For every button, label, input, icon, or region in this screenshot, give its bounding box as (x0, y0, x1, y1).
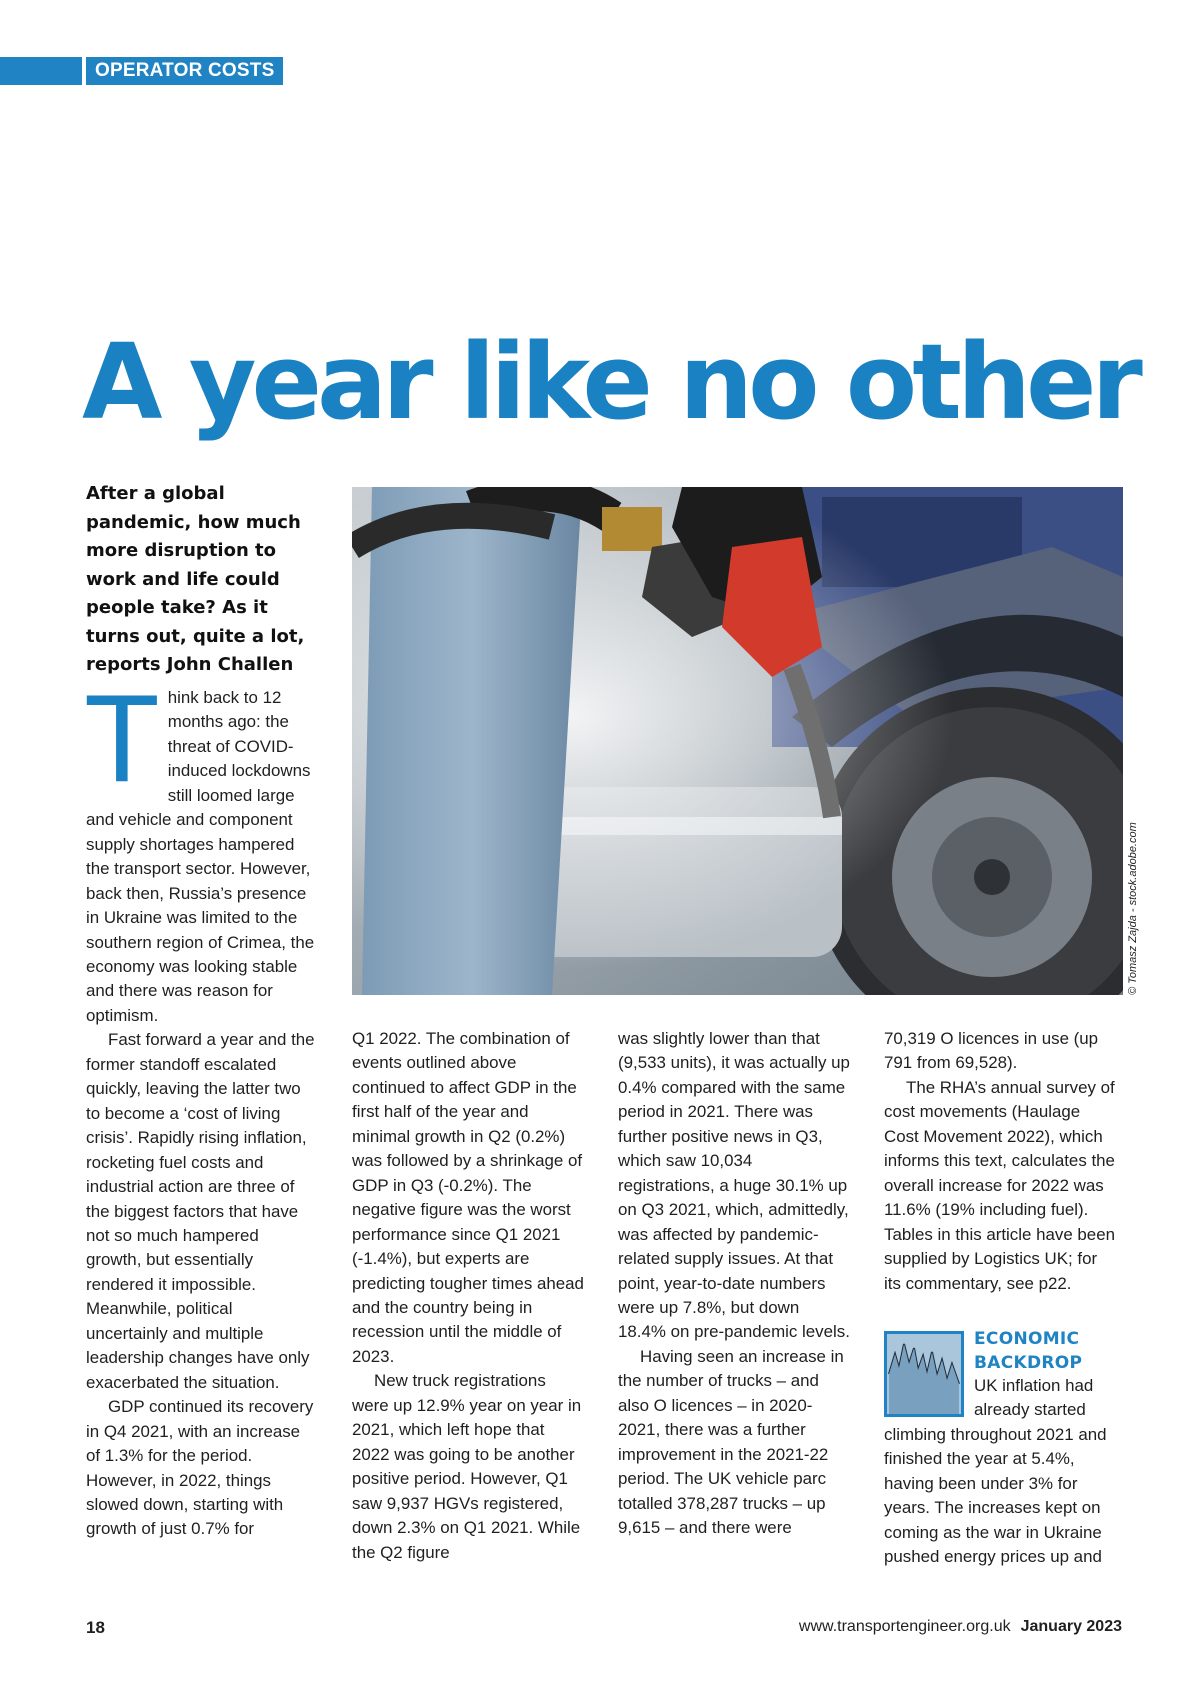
page-number: 18 (86, 1618, 105, 1637)
section-color-bar (0, 57, 82, 85)
photo-credit: © Tomasz Zajda - stock.adobe.com (1127, 822, 1139, 995)
article-column-3 (618, 1027, 850, 1541)
section-label: OPERATOR COSTS (86, 57, 283, 85)
paragraph-2: Fast forward a year and the former standoff escalated quickly, leaving the latter two to become a ‘cost of living crisis’. Rapidly rising inflation, rocketing fuel costs and industrial action are three of the biggest factors that have not so much hampered growth, but essentially rendered it impossible. Meanwhile, political uncertainly and multiple leadership changes have only exacerbated the situation. (86, 1030, 315, 1392)
article-column-1 (84, 670, 318, 1542)
paragraph-6: was slightly lower than that (9,533 units), it was actually up 0.4% compared with the same period in 2021. There was further positive news in Q3, which saw 10,034 registrations, a huge 30.1% up on Q3 2021, which, admittedly, was affected by pandemic-related supply issues. At that point, year-to-date numbers were up 7.8%, but down 18.4% on pre-pandemic levels. (618, 1029, 850, 1342)
article-column-4 (884, 1027, 1116, 1570)
issue-date: January 2023 (1020, 1618, 1122, 1635)
paragraph-4: Q1 2022. The combination of events outlined above continued to affect GDP in the first half of the year and minimal growth in Q2 (0.2%) was followed by a shrinkage of GDP in Q3 (-0.2%). The negative figure was the worst performance since Q1 2021 (-1.4%), but experts are predicting tougher times ahead and the country being in recession until the middle of 2023. (352, 1029, 584, 1366)
paragraph-8: 70,319 O licences in use (up 791 from 69,528). (884, 1029, 1099, 1073)
article-column-2 (352, 1027, 584, 1565)
website-link[interactable]: www.transportengineer.org.uk (798, 1618, 1011, 1635)
footer-info (799, 1618, 1122, 1636)
fuel-pump-truck-photo (352, 487, 1123, 995)
paragraph-3: GDP continued its recovery in Q4 2021, with an increase of 1.3% for the period. However, in 2022, things slowed down, starting with growth of just 0.7% for (86, 1397, 314, 1539)
box-title-line-2: BACKDROP (974, 1352, 1083, 1373)
paragraph-5: New truck registrations were up 12.9% year on year in 2021, which left hope that 2022 was going to be another positive period. However, Q1 saw 9,937 HGVs registered, down 2.3% on Q1 2021. While the Q2 figure (352, 1371, 582, 1562)
paragraph-9: The RHA’s annual survey of cost movements (Haulage Cost Movement 2022), which informs this text, calculates the overall increase for 2022 was 11.6% (19% including fuel). Tables in this article have been supplied by Logistics UK; for its commentary, see p22. (884, 1077, 1115, 1293)
line-chart-icon (884, 1331, 964, 1417)
standfirst: After a global pandemic, how much more disruption to work and life could people take? As it turns out, quite a lot, reports John Challen (86, 483, 305, 675)
drop-cap: T (84, 670, 160, 808)
box-text: UK inflation had already started climbing throughout 2021 and finished the year at 5.4%, having been under 3% for years. The increases kept on coming as the war in Ukraine pushed energy prices up and (884, 1375, 1107, 1567)
headline: A year like no other (82, 321, 1138, 443)
economic-backdrop-box (884, 1326, 1116, 1570)
paragraph-1: hink back to 12 months ago: the threat of COVID-induced lockdowns still loomed large and vehicle and component supply shortages hampered the transport sector. However, back then, Russia’s presence in Ukraine was limited to the southern region of Crimea, the economy was looking stable and there was reason for optimism. (86, 688, 315, 1025)
paragraph-7: Having seen an increase in the number of trucks – and also O licences – in 2020-2021, there was a further improvement in the 2021-22 period. The UK vehicle parc totalled 378,287 trucks – up 9,615 – and there were (618, 1346, 844, 1538)
box-title-line-1: ECONOMIC (974, 1328, 1080, 1349)
